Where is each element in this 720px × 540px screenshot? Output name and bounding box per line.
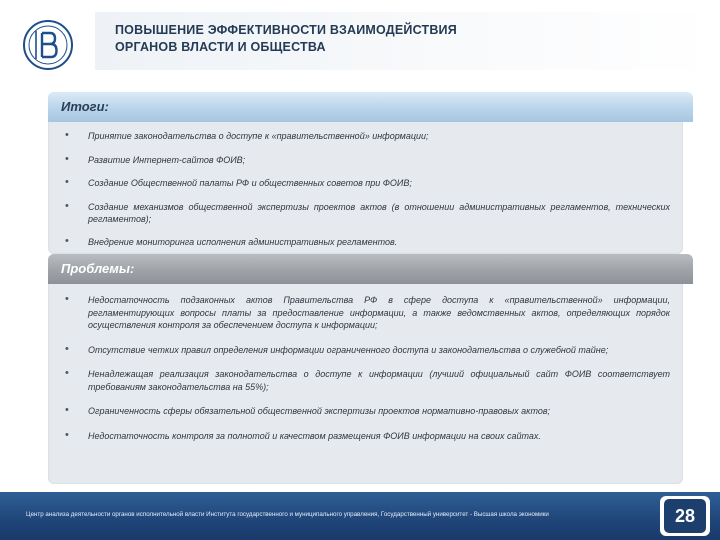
list-item (62, 177, 670, 190)
list-item-text: Ограниченность сферы обязательной общественной экспертизы проектов нормативно-правовых актов; (88, 406, 551, 416)
page-number: 28 (664, 499, 706, 533)
results-panel-header (48, 92, 693, 122)
bullet-icon: • (65, 293, 69, 305)
list-item-text: Развитие Интернет-сайтов ФОИВ; (88, 154, 246, 165)
bullet-icon: • (65, 152, 69, 165)
list-item (62, 154, 670, 167)
problems-heading: Проблемы: (61, 261, 135, 276)
list-item-text: Принятие законодательства о доступе к «правительственной» информации; (88, 131, 429, 141)
results-list (62, 130, 670, 248)
bullet-icon: • (65, 176, 69, 188)
problems-list (62, 294, 670, 442)
bullet-icon: • (65, 404, 69, 416)
results-panel (48, 92, 683, 254)
bullet-icon: • (65, 199, 69, 212)
list-item (62, 130, 670, 143)
list-item-text: Создание механизмов общественной экспертизы проектов актов (в отношении административных регламентов, технических регламентов); (88, 201, 670, 224)
bullet-icon: • (65, 367, 69, 379)
title-line-2: ОРГАНОВ ВЛАСТИ И ОБЩЕСТВА (115, 40, 326, 54)
list-item (62, 368, 670, 393)
page-title (115, 22, 675, 56)
bullet-icon: • (65, 129, 69, 141)
results-heading: Итоги: (61, 99, 109, 114)
list-item (62, 201, 670, 226)
list-item-text: Отсутствие четких правил определения информации ограниченного доступа и законодательства о служебной тайне; (88, 344, 609, 355)
list-item (62, 430, 670, 443)
list-item (62, 344, 670, 357)
footer-text: Центр анализа деятельности органов исполнительной власти Института государственного и муниципального управления, Государственный университет - Высшая школа экономики (26, 511, 549, 518)
bullet-icon: • (65, 234, 69, 247)
list-item-text: Недостаточность контроля за полнотой и качеством размещения ФОИВ информации на своих сайтах. (88, 430, 541, 441)
slide-header (0, 0, 720, 90)
problems-panel-header (48, 254, 693, 284)
slide-footer (0, 492, 720, 540)
bullet-icon: • (65, 342, 69, 355)
title-line-1: ПОВЫШЕНИЕ ЭФФЕКТИВНОСТИ ВЗАИМОДЕЙСТВИЯ (115, 23, 457, 37)
list-item (62, 294, 670, 332)
list-item (62, 236, 670, 249)
hse-logo (18, 8, 78, 86)
list-item-text: Ненадлежащая реализация законодательства о доступе к информации (лучший официальный сайт ФОИВ соответствует требованиям законодательства на 55%); (88, 369, 670, 392)
list-item-text: Создание Общественной палаты РФ и общественных советов при ФОИВ; (88, 178, 412, 188)
list-item (62, 405, 670, 418)
list-item-text: Недостаточность подзаконных актов Правительства РФ в сфере доступа к «правительственной» информации, регламентирующих вопросы платы за предоставление информации, а также ведомственных актов, определяющих порядок осуществления контроля за обеспечением доступа к информации; (88, 295, 670, 330)
bullet-icon: • (65, 428, 69, 441)
list-item-text: Внедрение мониторинга исполнения административных регламентов. (88, 236, 398, 247)
problems-panel (48, 254, 683, 484)
